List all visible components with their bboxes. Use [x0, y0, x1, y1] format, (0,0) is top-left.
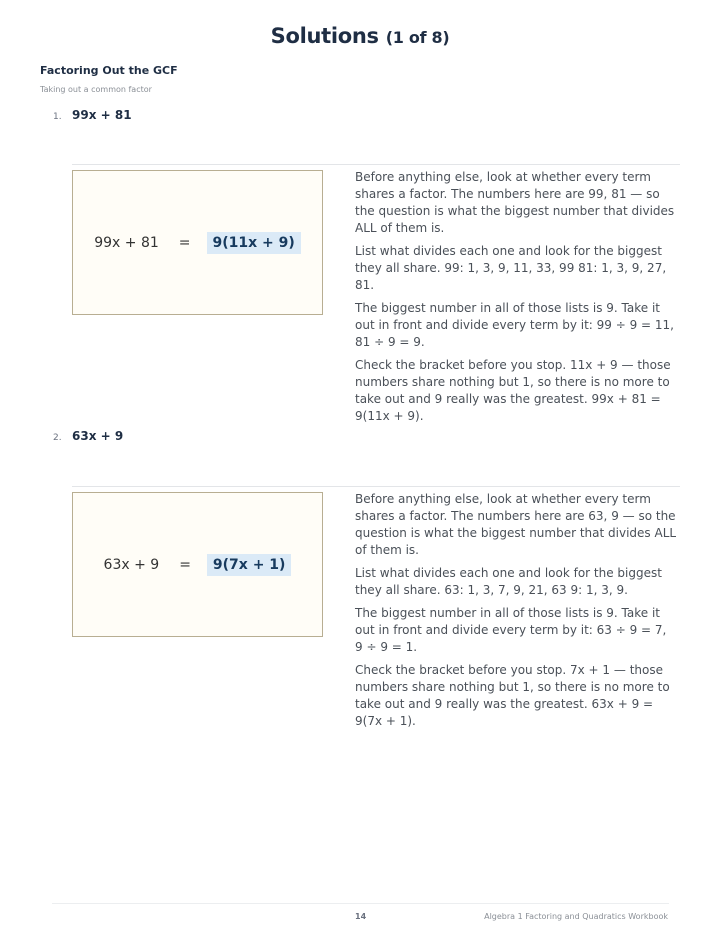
problem-heading	[53, 108, 132, 122]
explanation	[355, 169, 677, 431]
work-answer: 9(7x + 1)	[207, 554, 292, 576]
page-title	[0, 24, 720, 48]
explanation-step: The biggest number in all of those lists is 9. Take it out in front and divide every term by it: 99 ÷ 9 = 11, 81 ÷ 9 = 9.	[355, 301, 674, 349]
page-title-text: Solutions	[270, 24, 379, 48]
footer-book-title: Algebra 1 Factoring and Quadratics Workbook	[484, 912, 668, 921]
explanation-step: List what divides each one and look for the biggest they all share. 63: 1, 3, 7, 9, 21, 63 9: 1, 3, 9.	[355, 566, 662, 597]
explanation-step: List what divides each one and look for the biggest they all share. 99: 1, 3, 9, 11, 33, 99 81: 1, 3, 9, 27, 81.	[355, 244, 667, 292]
work-answer: 9(11x + 9)	[207, 232, 301, 254]
work-box	[72, 492, 323, 637]
work-lhs: 63x + 9	[103, 556, 160, 573]
problem-number: 1.	[53, 112, 62, 122]
explanation-step: Before anything else, look at whether every term shares a factor. The numbers here are 99, 81 — so the question is what the biggest number that divides ALL of them is.	[355, 170, 675, 235]
work-equals: =	[178, 234, 191, 251]
explanation-step: Check the bracket before you stop. 11x + 9 — those numbers share nothing but 1, so there is no more to take out and 9 really was the greatest. 99x + 81 = 9(11x + 9).	[355, 358, 671, 423]
problem-expression: 63x + 9	[72, 429, 124, 443]
section-title: Factoring Out the GCF	[40, 64, 178, 77]
problem-divider	[72, 164, 680, 165]
footer-divider	[52, 903, 669, 904]
page-title-count: (1 of 8)	[385, 28, 450, 47]
explanation-step: Check the bracket before you stop. 7x + 1 — those numbers share nothing but 1, so there is no more to take out and 9 really was the greatest. 63x + 9 = 9(7x + 1).	[355, 663, 670, 728]
explanation-step: The biggest number in all of those lists is 9. Take it out in front and divide every term by it: 63 ÷ 9 = 7, 9 ÷ 9 = 1.	[355, 606, 667, 654]
work-equals: =	[179, 556, 191, 573]
explanation	[355, 491, 677, 736]
problem-heading	[53, 429, 123, 443]
problem-divider	[72, 486, 680, 487]
work-lhs: 99x + 81	[94, 234, 159, 251]
section-subtitle: Taking out a common factor	[40, 85, 152, 94]
problem-number: 2.	[53, 433, 62, 443]
footer-page-number: 14	[355, 912, 367, 921]
explanation-step: Before anything else, look at whether every term shares a factor. The numbers here are 63, 9 — so the question is what the biggest number that divides ALL of them is.	[355, 492, 677, 557]
work-box	[72, 170, 323, 315]
problem-expression: 99x + 81	[72, 108, 132, 122]
